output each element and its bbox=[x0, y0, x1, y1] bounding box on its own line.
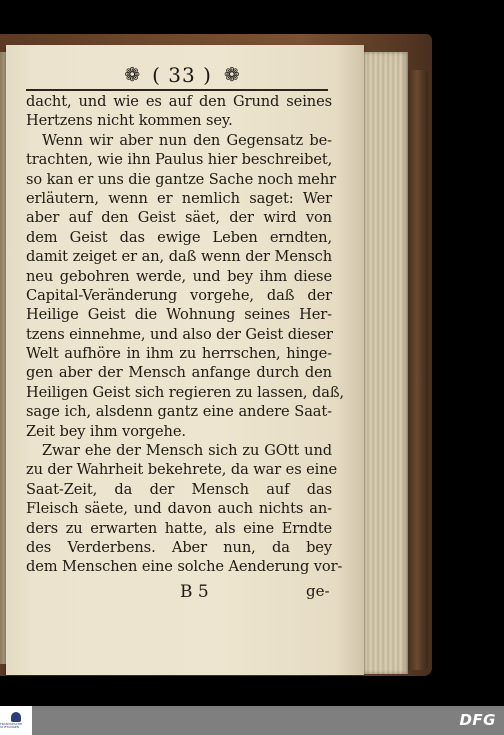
text-line: tzens einnehme, und also der Geist dieser bbox=[26, 325, 333, 343]
text-line: damit zeiget er an, daß wenn der Mensch bbox=[26, 248, 332, 266]
text-line: gen aber der Mensch anfange durch den bbox=[26, 364, 332, 382]
text-line: zu der Wahrheit bekehrete, da war es eine bbox=[26, 461, 338, 479]
text-line: Heilige Geist die Wohnung seines Her- bbox=[26, 306, 332, 324]
text-line: ders zu erwarten hatte, als eine Erndte bbox=[26, 519, 332, 537]
text-line: Heiligen Geist sich regieren zu lassen, daß, bbox=[26, 383, 345, 401]
catchword: ge- bbox=[306, 582, 330, 600]
text-line: Zeit bey ihm vorgehe. bbox=[26, 422, 186, 440]
library-logo[interactable] bbox=[0, 706, 32, 735]
text-line: neu gebohren werde, und bey ihm diese bbox=[26, 267, 332, 285]
text-line: Wenn wir aber nun den Gegensatz be- bbox=[42, 131, 332, 149]
flower-ornament-icon: ❁ bbox=[124, 63, 141, 86]
text-line: sage ich, alsdenn gantz eine andere Saat- bbox=[26, 403, 332, 421]
text-line: trachten, wie ihn Paulus hier beschreibet, bbox=[26, 151, 333, 169]
text-line: des Verderbens. Aber nun, da bey bbox=[26, 538, 332, 556]
text-line: Fleisch säete, und davon auch nichts an- bbox=[26, 500, 332, 518]
page-number: ( 33 ) bbox=[152, 63, 212, 87]
text-line: so kan er uns die gantze Sache noch mehr bbox=[26, 170, 337, 188]
page-stack-edge bbox=[360, 52, 408, 674]
text-line: Welt aufhöre in ihm zu herrschen, hinge- bbox=[26, 345, 332, 363]
viewer-footer-bar bbox=[0, 706, 504, 735]
text-line: dem Menschen eine solche Aenderung vor- bbox=[26, 558, 343, 576]
library-emblem-icon bbox=[11, 712, 21, 722]
text-line: dem Geist das ewige Leben erndten, bbox=[26, 228, 332, 246]
dfg-logo[interactable]: DFG bbox=[459, 711, 496, 729]
text-line: Zwar ehe der Mensch sich zu GOtt und bbox=[42, 442, 332, 460]
text-line: Saat-Zeit, da der Mensch auf das bbox=[26, 480, 332, 498]
page-header bbox=[22, 62, 342, 88]
header-rule bbox=[26, 89, 328, 91]
library-logo-text: FRANCKESCHE STIFTUNGEN bbox=[0, 721, 23, 729]
text-line: erläutern, wenn er nemlich saget: Wer bbox=[26, 189, 332, 207]
page-text bbox=[26, 92, 345, 577]
text-line: Hertzens nicht kommen sey. bbox=[26, 112, 233, 130]
text-line: dacht, und wie es auf den Grund seines bbox=[26, 93, 332, 110]
book-spine bbox=[406, 70, 428, 670]
text-line: Capital-Veränderung vorgehe, daß der bbox=[26, 286, 332, 304]
signature-mark: B 5 bbox=[180, 582, 209, 602]
flower-ornament-icon: ❁ bbox=[223, 63, 240, 86]
text-line: aber auf den Geist säet, der wird von bbox=[26, 209, 332, 227]
